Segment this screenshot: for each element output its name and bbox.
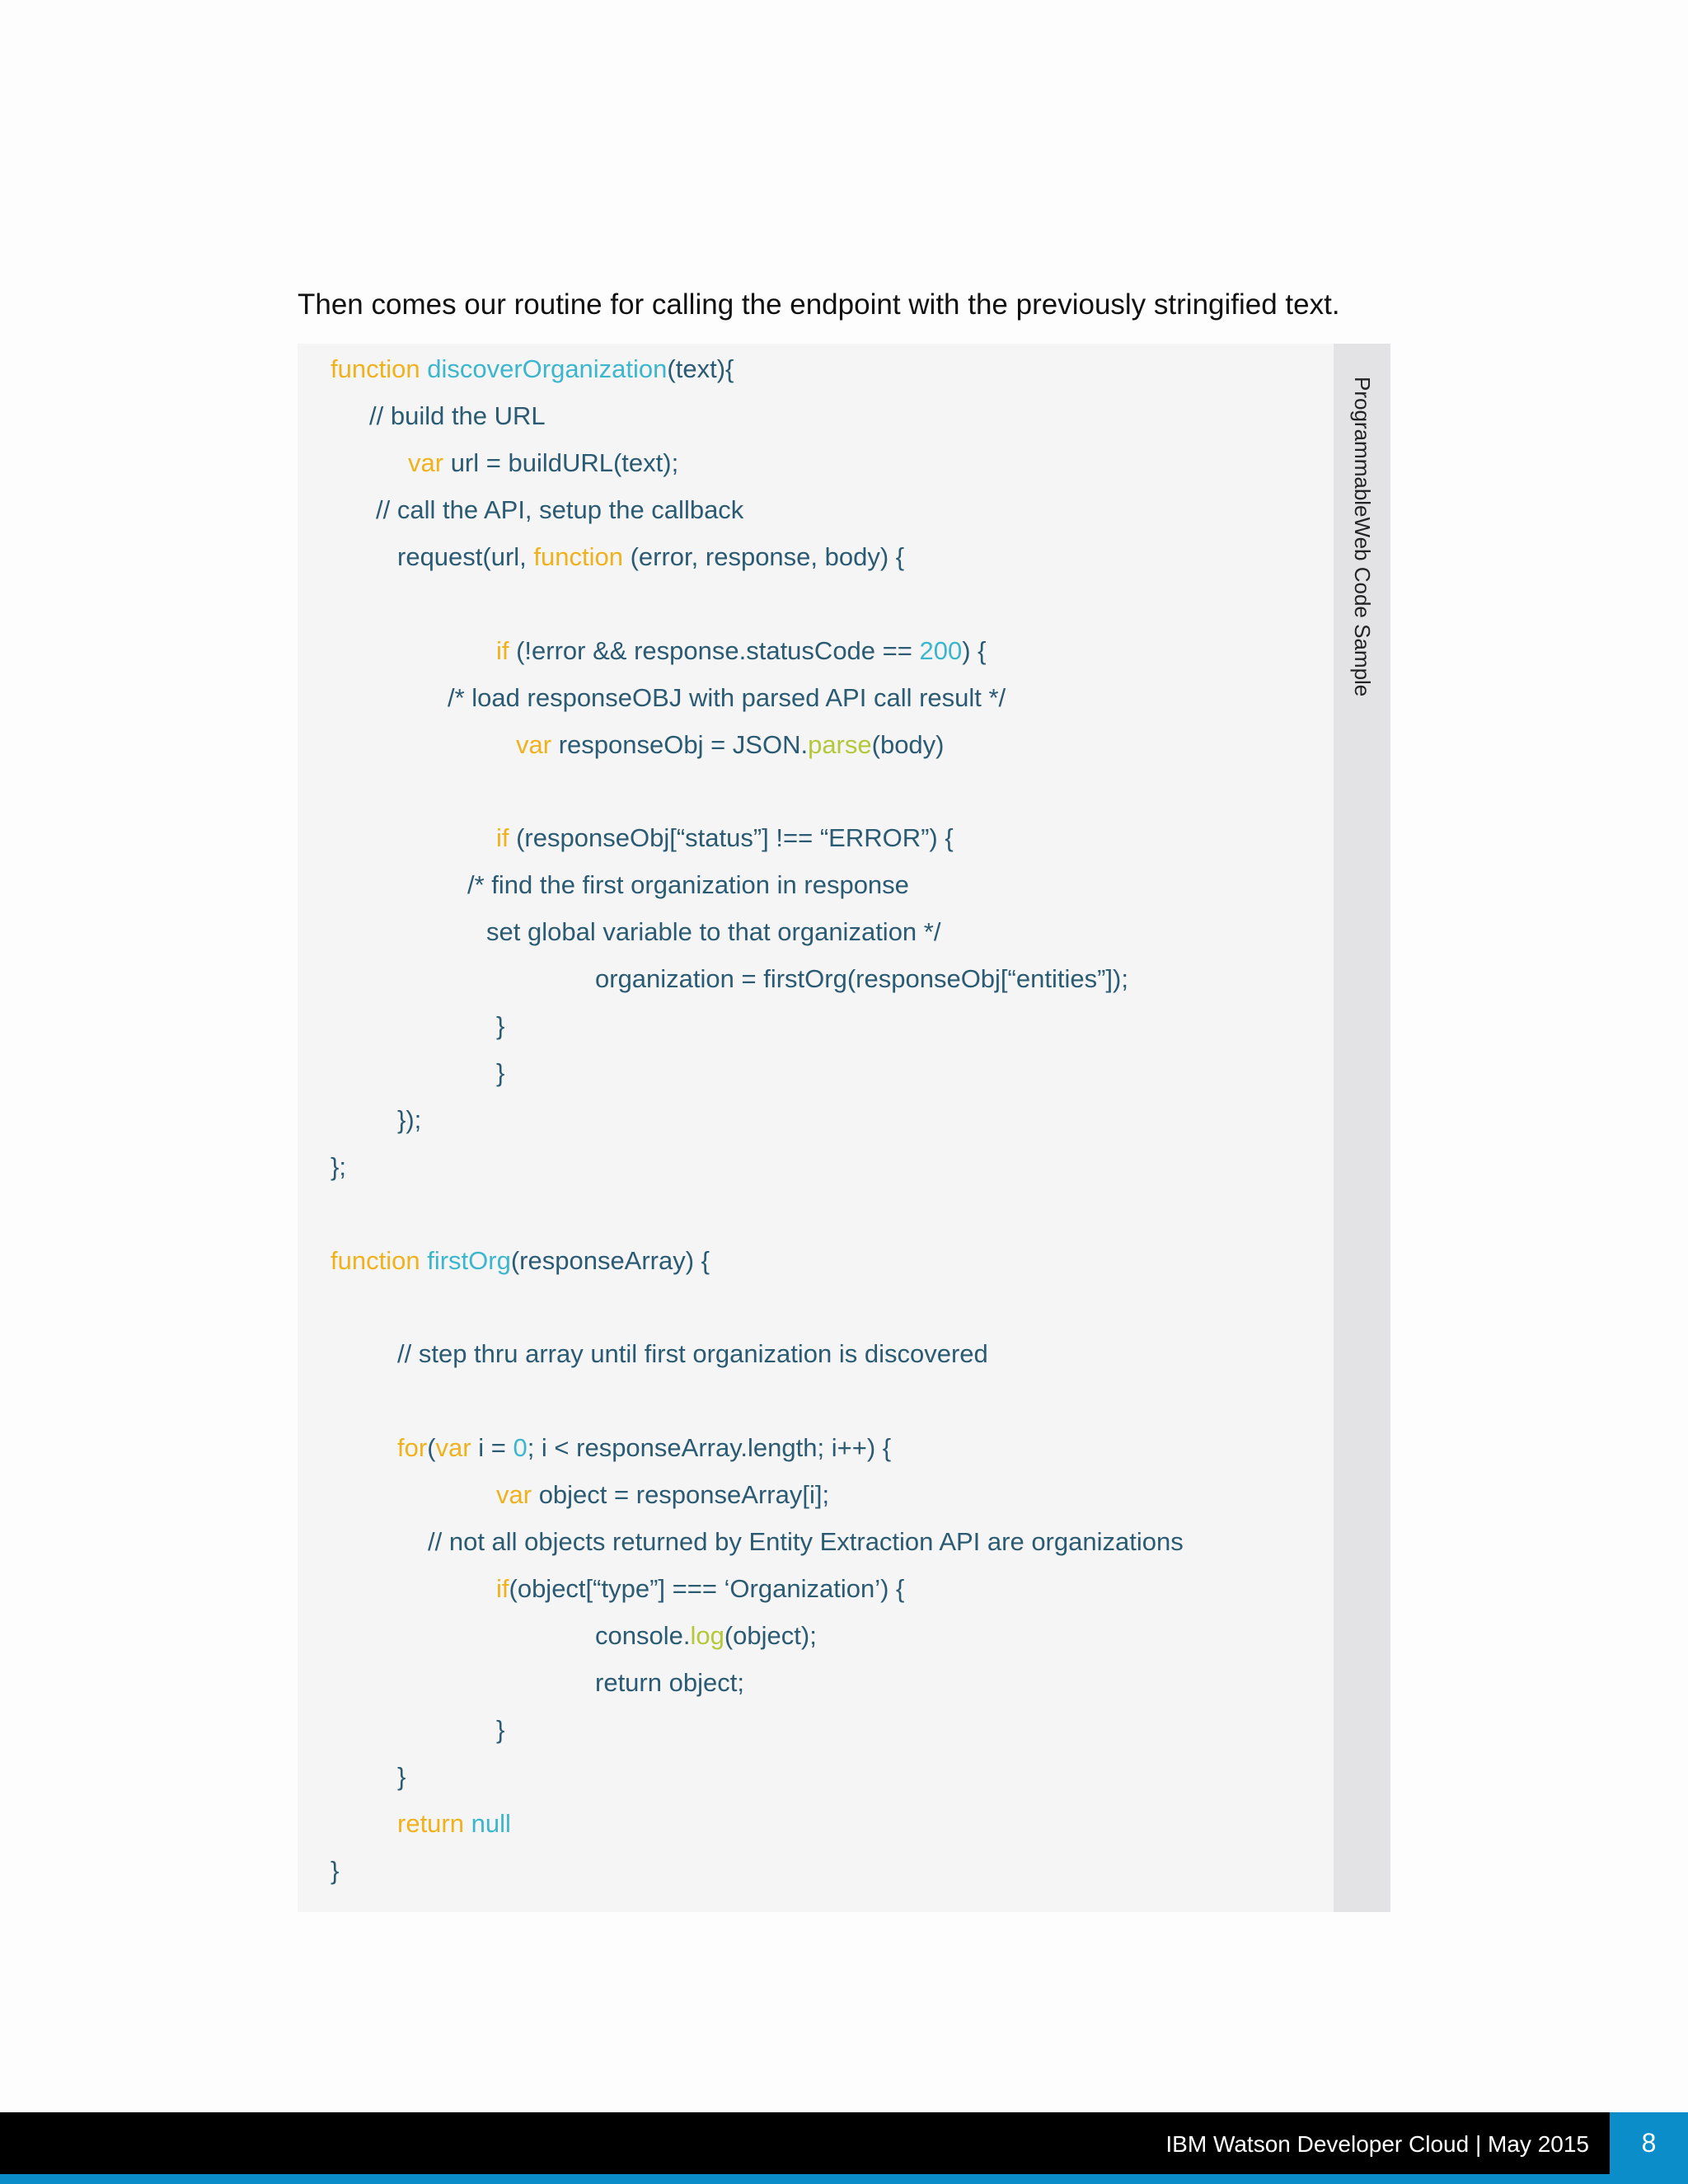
code-line <box>397 1760 406 1793</box>
code-line <box>595 1619 817 1652</box>
code-token: } <box>496 1715 505 1744</box>
code-token: // step thru array until first organization is discovered <box>397 1339 988 1368</box>
code-token: null <box>471 1809 511 1838</box>
code-token: function <box>331 1246 420 1275</box>
code-token: discoverOrganization <box>427 354 668 383</box>
code-line <box>595 963 1128 996</box>
code-sample-block <box>298 344 1334 1912</box>
code-token: i = <box>471 1433 513 1462</box>
code-line <box>397 1104 421 1137</box>
code-token: (object); <box>724 1621 817 1650</box>
code-token <box>464 1809 471 1838</box>
code-token: organization = firstOrg(responseObj[“entities”]); <box>595 964 1128 993</box>
code-token: // build the URL <box>369 401 546 430</box>
code-line <box>331 353 734 386</box>
code-token: } <box>496 1058 505 1087</box>
code-token: (error, response, body) { <box>622 542 905 571</box>
code-token: var <box>516 730 552 759</box>
code-line <box>496 1713 504 1746</box>
code-token: }; <box>331 1152 346 1181</box>
code-token: 0 <box>513 1433 528 1462</box>
footer-accent-strip <box>0 2174 1688 2184</box>
code-line <box>496 1479 829 1511</box>
code-token: set global variable to that organization */ <box>486 917 941 946</box>
code-token: /* find the first organization in response <box>467 870 909 899</box>
intro-text: Then comes our routine for calling the endpoint with the previously stringified text. <box>298 288 1340 321</box>
code-line <box>331 1244 710 1277</box>
code-line <box>397 1807 511 1840</box>
code-line <box>496 1572 904 1605</box>
code-token: request(url, <box>397 542 534 571</box>
code-line <box>496 1010 504 1043</box>
code-token: (body) <box>871 730 945 759</box>
code-line <box>486 916 940 949</box>
code-token: if <box>496 1574 509 1603</box>
code-line <box>496 822 954 855</box>
code-line <box>331 1151 346 1183</box>
code-token: var <box>496 1480 532 1509</box>
code-token: // not all objects returned by Entity Extraction API are organizations <box>428 1527 1184 1556</box>
code-token: firstOrg <box>427 1246 511 1275</box>
code-token: (text){ <box>667 354 734 383</box>
code-token: ; i < responseArray.length; i++) { <box>527 1433 892 1462</box>
code-token: return <box>397 1809 464 1838</box>
code-token: }); <box>397 1105 422 1134</box>
code-line <box>467 869 909 902</box>
code-token: return object; <box>595 1668 744 1697</box>
code-token <box>420 354 428 383</box>
code-token: for <box>397 1433 428 1462</box>
code-line <box>428 1526 1184 1558</box>
code-token: (!error && response.statusCode == <box>509 636 920 665</box>
code-token: // call the API, setup the callback <box>376 495 744 524</box>
code-sample-side-tab <box>1334 344 1390 1912</box>
code-line <box>376 494 743 527</box>
code-token: parse <box>808 730 872 759</box>
code-line <box>516 729 945 762</box>
code-line <box>397 541 904 574</box>
code-token: console. <box>595 1621 691 1650</box>
code-token: (responseArray) { <box>510 1246 710 1275</box>
code-token: (responseObj[“status”] !== “ERROR”) { <box>509 823 954 852</box>
code-line <box>397 1432 891 1465</box>
code-token: (object[“type”] === ‘Organization’) { <box>509 1574 905 1603</box>
page-number: 8 <box>1641 2128 1657 2158</box>
code-token: if <box>496 823 509 852</box>
code-line <box>595 1666 744 1699</box>
code-token: url = buildURL(text); <box>443 448 679 477</box>
code-token: } <box>331 1856 340 1885</box>
code-token: ( <box>427 1433 436 1462</box>
code-token: } <box>397 1762 406 1791</box>
code-token: } <box>496 1011 505 1040</box>
code-token: responseObj = JSON. <box>551 730 809 759</box>
page-number-box <box>1610 2112 1688 2184</box>
code-line <box>408 447 678 480</box>
code-line <box>397 1338 988 1371</box>
code-line <box>369 400 546 433</box>
code-token: log <box>690 1621 724 1650</box>
code-token: var <box>408 448 444 477</box>
code-line <box>496 1057 504 1090</box>
footer-text: IBM Watson Developer Cloud | May 2015 <box>1165 2131 1589 2157</box>
side-tab-label: ProgrammableWeb Code Sample <box>1350 377 1375 697</box>
code-line <box>331 1854 339 1887</box>
code-token: function <box>533 542 623 571</box>
code-token: function <box>331 354 420 383</box>
code-token: 200 <box>919 636 963 665</box>
code-token <box>420 1246 428 1275</box>
code-token: object = responseArray[i]; <box>532 1480 830 1509</box>
code-line <box>496 635 987 668</box>
code-token: /* load responseOBJ with parsed API call result */ <box>448 683 1006 712</box>
code-line <box>448 682 1006 715</box>
code-token: if <box>496 636 509 665</box>
code-token: var <box>435 1433 471 1462</box>
code-token: ) { <box>962 636 987 665</box>
